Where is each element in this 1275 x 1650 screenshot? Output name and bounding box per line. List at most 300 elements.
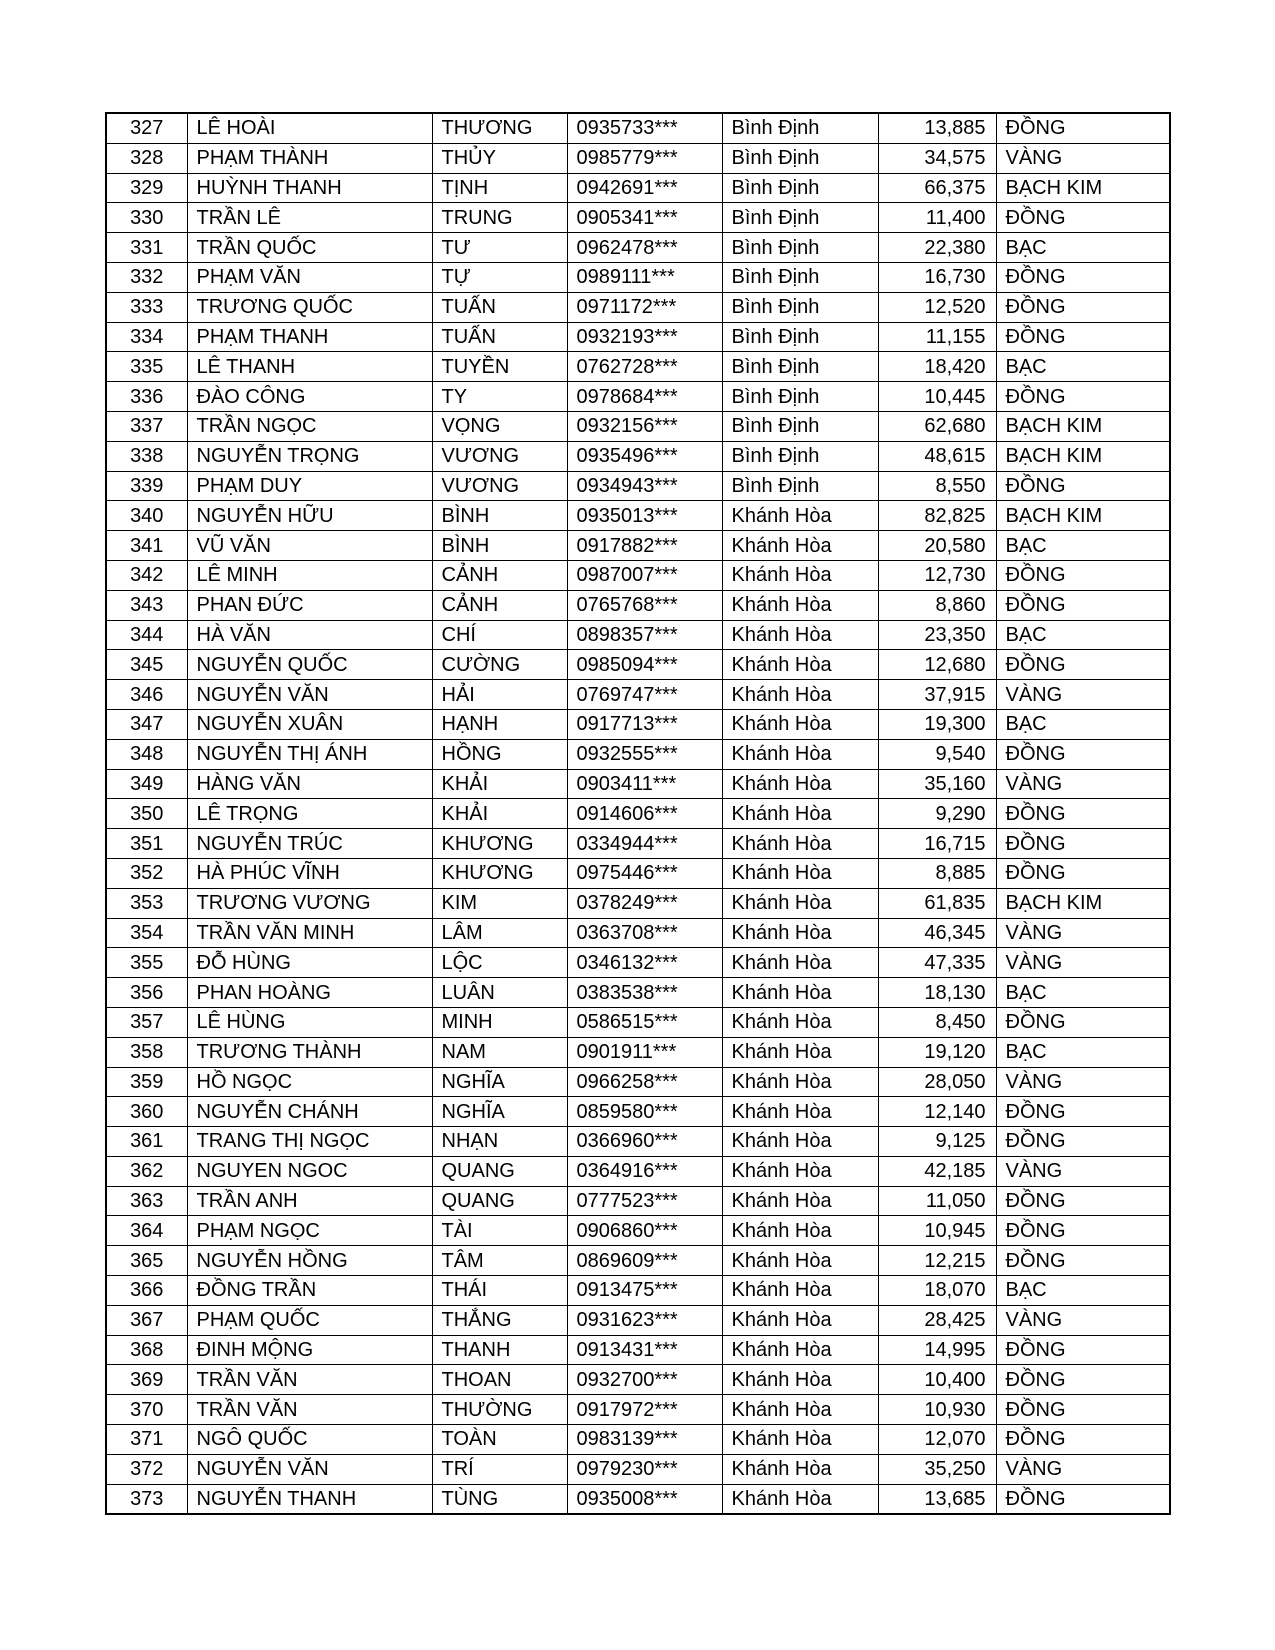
province-cell: Khánh Hòa <box>722 1216 878 1246</box>
family-middle-name-cell: PHẠM THANH <box>187 322 432 352</box>
given-name-cell: VƯƠNG <box>432 471 567 501</box>
row-number-cell: 341 <box>106 531 187 561</box>
table-row <box>106 1127 1170 1157</box>
family-middle-name-cell: NGUYỄN HỮU <box>187 501 432 531</box>
table-row <box>106 1216 1170 1246</box>
row-number-cell: 350 <box>106 799 187 829</box>
province-cell: Bình Định <box>722 322 878 352</box>
table-row <box>106 680 1170 710</box>
points-cell: 18,130 <box>878 978 996 1008</box>
phone-number-cell: 0901911*** <box>567 1037 722 1067</box>
phone-number-cell: 0987007*** <box>567 560 722 590</box>
membership-tier-cell: BẠCH KIM <box>996 501 1170 531</box>
family-middle-name-cell: VŨ VĂN <box>187 531 432 561</box>
row-number-cell: 351 <box>106 829 187 859</box>
membership-tier-cell: ĐỒNG <box>996 203 1170 233</box>
province-cell: Khánh Hòa <box>722 560 878 590</box>
phone-number-cell: 0979230*** <box>567 1454 722 1484</box>
table-row <box>106 948 1170 978</box>
province-cell: Khánh Hòa <box>722 829 878 859</box>
phone-number-cell: 0935733*** <box>567 113 722 143</box>
row-number-cell: 371 <box>106 1425 187 1455</box>
table-row <box>106 233 1170 263</box>
phone-number-cell: 0932555*** <box>567 739 722 769</box>
given-name-cell: MINH <box>432 1007 567 1037</box>
given-name-cell: THƯỜNG <box>432 1395 567 1425</box>
province-cell: Bình Định <box>722 471 878 501</box>
row-number-cell: 368 <box>106 1335 187 1365</box>
province-cell: Khánh Hòa <box>722 590 878 620</box>
membership-tier-cell: VÀNG <box>996 1454 1170 1484</box>
given-name-cell: LUÂN <box>432 978 567 1008</box>
given-name-cell: THANH <box>432 1335 567 1365</box>
province-cell: Khánh Hòa <box>722 888 878 918</box>
province-cell: Khánh Hòa <box>722 620 878 650</box>
phone-number-cell: 0932700*** <box>567 1365 722 1395</box>
province-cell: Bình Định <box>722 143 878 173</box>
given-name-cell: QUANG <box>432 1156 567 1186</box>
table-row <box>106 203 1170 233</box>
row-number-cell: 328 <box>106 143 187 173</box>
points-cell: 12,730 <box>878 560 996 590</box>
membership-tier-cell: VÀNG <box>996 1156 1170 1186</box>
row-number-cell: 338 <box>106 441 187 471</box>
family-middle-name-cell: TRƯƠNG THÀNH <box>187 1037 432 1067</box>
row-number-cell: 344 <box>106 620 187 650</box>
membership-tier-cell: ĐỒNG <box>996 262 1170 292</box>
table-body <box>106 113 1170 1514</box>
points-cell: 11,400 <box>878 203 996 233</box>
membership-tier-cell: ĐỒNG <box>996 560 1170 590</box>
family-middle-name-cell: TRẦN NGỌC <box>187 411 432 441</box>
membership-tier-cell: BẠC <box>996 978 1170 1008</box>
points-cell: 35,160 <box>878 769 996 799</box>
row-number-cell: 352 <box>106 858 187 888</box>
province-cell: Khánh Hòa <box>722 799 878 829</box>
family-middle-name-cell: TRƯƠNG VƯƠNG <box>187 888 432 918</box>
province-cell: Bình Định <box>722 233 878 263</box>
table-row <box>106 292 1170 322</box>
province-cell: Khánh Hòa <box>722 680 878 710</box>
phone-number-cell: 0932193*** <box>567 322 722 352</box>
given-name-cell: THẮNG <box>432 1305 567 1335</box>
family-middle-name-cell: NGUYỄN TRÚC <box>187 829 432 859</box>
points-cell: 10,945 <box>878 1216 996 1246</box>
family-middle-name-cell: ĐỒNG TRẦN <box>187 1276 432 1306</box>
phone-number-cell: 0962478*** <box>567 233 722 263</box>
points-cell: 16,730 <box>878 262 996 292</box>
given-name-cell: CƯỜNG <box>432 650 567 680</box>
table-row <box>106 858 1170 888</box>
row-number-cell: 331 <box>106 233 187 263</box>
given-name-cell: CHÍ <box>432 620 567 650</box>
row-number-cell: 370 <box>106 1395 187 1425</box>
row-number-cell: 366 <box>106 1276 187 1306</box>
row-number-cell: 335 <box>106 352 187 382</box>
family-middle-name-cell: NGUYỄN VĂN <box>187 1454 432 1484</box>
given-name-cell: BÌNH <box>432 531 567 561</box>
family-middle-name-cell: TRẦN QUỐC <box>187 233 432 263</box>
points-cell: 9,540 <box>878 739 996 769</box>
points-cell: 12,680 <box>878 650 996 680</box>
table-row <box>106 262 1170 292</box>
phone-number-cell: 0932156*** <box>567 411 722 441</box>
province-cell: Khánh Hòa <box>722 948 878 978</box>
given-name-cell: HẢI <box>432 680 567 710</box>
province-cell: Khánh Hòa <box>722 1156 878 1186</box>
family-middle-name-cell: TRẦN VĂN <box>187 1395 432 1425</box>
given-name-cell: TUẤN <box>432 292 567 322</box>
family-middle-name-cell: PHẠM NGỌC <box>187 1216 432 1246</box>
province-cell: Khánh Hòa <box>722 1484 878 1514</box>
phone-number-cell: 0363708*** <box>567 918 722 948</box>
phone-number-cell: 0769747*** <box>567 680 722 710</box>
membership-tier-cell: ĐỒNG <box>996 113 1170 143</box>
table-row <box>106 113 1170 143</box>
membership-tier-cell: VÀNG <box>996 1305 1170 1335</box>
table-row <box>106 1425 1170 1455</box>
points-cell: 12,520 <box>878 292 996 322</box>
family-middle-name-cell: PHẠM QUỐC <box>187 1305 432 1335</box>
membership-tier-cell: ĐỒNG <box>996 382 1170 412</box>
family-middle-name-cell: NGUYỄN THANH <box>187 1484 432 1514</box>
family-middle-name-cell: TRANG THỊ NGỌC <box>187 1127 432 1157</box>
phone-number-cell: 0914606*** <box>567 799 722 829</box>
phone-number-cell: 0869609*** <box>567 1246 722 1276</box>
membership-tier-cell: BẠC <box>996 531 1170 561</box>
row-number-cell: 353 <box>106 888 187 918</box>
row-number-cell: 356 <box>106 978 187 1008</box>
row-number-cell: 339 <box>106 471 187 501</box>
phone-number-cell: 0762728*** <box>567 352 722 382</box>
phone-number-cell: 0917882*** <box>567 531 722 561</box>
points-cell: 12,070 <box>878 1425 996 1455</box>
points-cell: 8,885 <box>878 858 996 888</box>
row-number-cell: 346 <box>106 680 187 710</box>
province-cell: Bình Định <box>722 352 878 382</box>
family-middle-name-cell: HÀNG VĂN <box>187 769 432 799</box>
phone-number-cell: 0985779*** <box>567 143 722 173</box>
table-row <box>106 799 1170 829</box>
family-middle-name-cell: HÀ PHÚC VĨNH <box>187 858 432 888</box>
membership-tier-cell: ĐỒNG <box>996 1335 1170 1365</box>
points-cell: 8,450 <box>878 1007 996 1037</box>
family-middle-name-cell: TRẦN ANH <box>187 1186 432 1216</box>
points-cell: 12,215 <box>878 1246 996 1276</box>
given-name-cell: HỒNG <box>432 739 567 769</box>
family-middle-name-cell: HUỲNH THANH <box>187 173 432 203</box>
membership-tier-cell: BẠCH KIM <box>996 411 1170 441</box>
points-cell: 35,250 <box>878 1454 996 1484</box>
given-name-cell: TÂM <box>432 1246 567 1276</box>
table-row <box>106 888 1170 918</box>
points-cell: 10,930 <box>878 1395 996 1425</box>
table-row <box>106 501 1170 531</box>
given-name-cell: THÁI <box>432 1276 567 1306</box>
table-row <box>106 382 1170 412</box>
phone-number-cell: 0931623*** <box>567 1305 722 1335</box>
family-middle-name-cell: NGUYỄN XUÂN <box>187 709 432 739</box>
phone-number-cell: 0898357*** <box>567 620 722 650</box>
given-name-cell: TỊNH <box>432 173 567 203</box>
table-row <box>106 1186 1170 1216</box>
table-row <box>106 411 1170 441</box>
membership-tier-cell: ĐỒNG <box>996 829 1170 859</box>
row-number-cell: 337 <box>106 411 187 441</box>
family-middle-name-cell: NGUYỄN CHÁNH <box>187 1097 432 1127</box>
family-middle-name-cell: PHAN HOÀNG <box>187 978 432 1008</box>
province-cell: Khánh Hòa <box>722 1454 878 1484</box>
row-number-cell: 372 <box>106 1454 187 1484</box>
membership-tier-cell: ĐỒNG <box>996 322 1170 352</box>
family-middle-name-cell: PHẠM THÀNH <box>187 143 432 173</box>
province-cell: Bình Định <box>722 382 878 412</box>
family-middle-name-cell: HỒ NGỌC <box>187 1067 432 1097</box>
row-number-cell: 333 <box>106 292 187 322</box>
row-number-cell: 354 <box>106 918 187 948</box>
membership-tier-cell: ĐỒNG <box>996 799 1170 829</box>
family-middle-name-cell: PHAN ĐỨC <box>187 590 432 620</box>
province-cell: Khánh Hòa <box>722 769 878 799</box>
family-middle-name-cell: LÊ MINH <box>187 560 432 590</box>
given-name-cell: THOAN <box>432 1365 567 1395</box>
membership-tier-cell: ĐỒNG <box>996 739 1170 769</box>
province-cell: Bình Định <box>722 113 878 143</box>
phone-number-cell: 0859580*** <box>567 1097 722 1127</box>
points-cell: 10,445 <box>878 382 996 412</box>
membership-tier-cell: VÀNG <box>996 680 1170 710</box>
table-row <box>106 1097 1170 1127</box>
province-cell: Khánh Hòa <box>722 1097 878 1127</box>
given-name-cell: LỘC <box>432 948 567 978</box>
table-row <box>106 352 1170 382</box>
membership-tier-cell: BẠCH KIM <box>996 441 1170 471</box>
row-number-cell: 358 <box>106 1037 187 1067</box>
membership-tier-cell: VÀNG <box>996 948 1170 978</box>
membership-tier-cell: ĐỒNG <box>996 650 1170 680</box>
phone-number-cell: 0985094*** <box>567 650 722 680</box>
row-number-cell: 336 <box>106 382 187 412</box>
phone-number-cell: 0905341*** <box>567 203 722 233</box>
table-row <box>106 1335 1170 1365</box>
membership-tier-cell: ĐỒNG <box>996 858 1170 888</box>
phone-number-cell: 0765768*** <box>567 590 722 620</box>
membership-tier-cell: ĐỒNG <box>996 471 1170 501</box>
membership-tier-cell: ĐỒNG <box>996 1186 1170 1216</box>
points-cell: 18,070 <box>878 1276 996 1306</box>
table-row <box>106 531 1170 561</box>
points-cell: 22,380 <box>878 233 996 263</box>
points-cell: 47,335 <box>878 948 996 978</box>
points-cell: 23,350 <box>878 620 996 650</box>
province-cell: Bình Định <box>722 173 878 203</box>
membership-tier-cell: ĐỒNG <box>996 1127 1170 1157</box>
row-number-cell: 364 <box>106 1216 187 1246</box>
table-row <box>106 1067 1170 1097</box>
table-row <box>106 590 1170 620</box>
family-middle-name-cell: PHẠM VĂN <box>187 262 432 292</box>
membership-tier-cell: ĐỒNG <box>996 1246 1170 1276</box>
row-number-cell: 362 <box>106 1156 187 1186</box>
membership-tier-cell: VÀNG <box>996 143 1170 173</box>
table-row <box>106 1246 1170 1276</box>
membership-tier-cell: VÀNG <box>996 769 1170 799</box>
province-cell: Khánh Hòa <box>722 1037 878 1067</box>
family-middle-name-cell: TRẦN VĂN MINH <box>187 918 432 948</box>
table-row <box>106 978 1170 1008</box>
membership-tier-cell: ĐỒNG <box>996 590 1170 620</box>
family-middle-name-cell: LÊ THANH <box>187 352 432 382</box>
row-number-cell: 327 <box>106 113 187 143</box>
row-number-cell: 329 <box>106 173 187 203</box>
points-cell: 62,680 <box>878 411 996 441</box>
phone-number-cell: 0777523*** <box>567 1186 722 1216</box>
phone-number-cell: 0334944*** <box>567 829 722 859</box>
given-name-cell: TY <box>432 382 567 412</box>
row-number-cell: 345 <box>106 650 187 680</box>
family-middle-name-cell: HÀ VĂN <box>187 620 432 650</box>
membership-tier-cell: VÀNG <box>996 1067 1170 1097</box>
points-cell: 18,420 <box>878 352 996 382</box>
phone-number-cell: 0971172*** <box>567 292 722 322</box>
row-number-cell: 332 <box>106 262 187 292</box>
table-row <box>106 620 1170 650</box>
phone-number-cell: 0917972*** <box>567 1395 722 1425</box>
phone-number-cell: 0378249*** <box>567 888 722 918</box>
given-name-cell: THỦY <box>432 143 567 173</box>
points-cell: 13,885 <box>878 113 996 143</box>
membership-tier-cell: BẠC <box>996 352 1170 382</box>
row-number-cell: 330 <box>106 203 187 233</box>
table-row <box>106 739 1170 769</box>
family-middle-name-cell: NGUYỄN QUỐC <box>187 650 432 680</box>
table-row <box>106 650 1170 680</box>
row-number-cell: 369 <box>106 1365 187 1395</box>
points-cell: 16,715 <box>878 829 996 859</box>
membership-tier-cell: ĐỒNG <box>996 1007 1170 1037</box>
membership-tier-cell: ĐỒNG <box>996 1425 1170 1455</box>
table-row <box>106 1276 1170 1306</box>
family-middle-name-cell: NGUYỄN TRỌNG <box>187 441 432 471</box>
points-cell: 19,300 <box>878 709 996 739</box>
row-number-cell: 361 <box>106 1127 187 1157</box>
points-cell: 28,425 <box>878 1305 996 1335</box>
province-cell: Bình Định <box>722 292 878 322</box>
phone-number-cell: 0935008*** <box>567 1484 722 1514</box>
family-middle-name-cell: LÊ HOÀI <box>187 113 432 143</box>
table-row <box>106 1484 1170 1514</box>
given-name-cell: TÀI <box>432 1216 567 1246</box>
family-middle-name-cell: NGUYEN NGOC <box>187 1156 432 1186</box>
points-cell: 20,580 <box>878 531 996 561</box>
points-cell: 48,615 <box>878 441 996 471</box>
given-name-cell: CẢNH <box>432 590 567 620</box>
membership-tier-cell: ĐỒNG <box>996 1216 1170 1246</box>
membership-tier-cell: BẠC <box>996 1276 1170 1306</box>
family-middle-name-cell: ĐINH MỘNG <box>187 1335 432 1365</box>
points-cell: 8,550 <box>878 471 996 501</box>
table-row <box>106 441 1170 471</box>
points-cell: 37,915 <box>878 680 996 710</box>
row-number-cell: 334 <box>106 322 187 352</box>
points-cell: 10,400 <box>878 1365 996 1395</box>
points-cell: 12,140 <box>878 1097 996 1127</box>
family-middle-name-cell: NGÔ QUỐC <box>187 1425 432 1455</box>
row-number-cell: 348 <box>106 739 187 769</box>
member-table <box>105 112 1171 1515</box>
given-name-cell: TƯ <box>432 233 567 263</box>
membership-tier-cell: ĐỒNG <box>996 1395 1170 1425</box>
points-cell: 14,995 <box>878 1335 996 1365</box>
given-name-cell: THƯƠNG <box>432 113 567 143</box>
given-name-cell: LÂM <box>432 918 567 948</box>
province-cell: Bình Định <box>722 203 878 233</box>
membership-tier-cell: VÀNG <box>996 918 1170 948</box>
table-row <box>106 1007 1170 1037</box>
points-cell: 82,825 <box>878 501 996 531</box>
points-cell: 46,345 <box>878 918 996 948</box>
phone-number-cell: 0906860*** <box>567 1216 722 1246</box>
membership-tier-cell: ĐỒNG <box>996 1365 1170 1395</box>
family-middle-name-cell: PHẠM DUY <box>187 471 432 501</box>
table-row <box>106 769 1170 799</box>
phone-number-cell: 0366960*** <box>567 1127 722 1157</box>
phone-number-cell: 0935496*** <box>567 441 722 471</box>
province-cell: Khánh Hòa <box>722 739 878 769</box>
table-row <box>106 560 1170 590</box>
given-name-cell: TRUNG <box>432 203 567 233</box>
phone-number-cell: 0364916*** <box>567 1156 722 1186</box>
points-cell: 8,860 <box>878 590 996 620</box>
row-number-cell: 347 <box>106 709 187 739</box>
province-cell: Khánh Hòa <box>722 1425 878 1455</box>
table-row <box>106 1395 1170 1425</box>
phone-number-cell: 0975446*** <box>567 858 722 888</box>
table-row <box>106 1037 1170 1067</box>
family-middle-name-cell: TRẦN VĂN <box>187 1365 432 1395</box>
given-name-cell: NGHĨA <box>432 1097 567 1127</box>
points-cell: 61,835 <box>878 888 996 918</box>
points-cell: 42,185 <box>878 1156 996 1186</box>
province-cell: Khánh Hòa <box>722 1395 878 1425</box>
membership-tier-cell: ĐỒNG <box>996 1484 1170 1514</box>
phone-number-cell: 0913431*** <box>567 1335 722 1365</box>
row-number-cell: 373 <box>106 1484 187 1514</box>
given-name-cell: TÙNG <box>432 1484 567 1514</box>
points-cell: 13,685 <box>878 1484 996 1514</box>
phone-number-cell: 0935013*** <box>567 501 722 531</box>
row-number-cell: 365 <box>106 1246 187 1276</box>
membership-tier-cell: ĐỒNG <box>996 1097 1170 1127</box>
family-middle-name-cell: NGUYỄN HỒNG <box>187 1246 432 1276</box>
phone-number-cell: 0383538*** <box>567 978 722 1008</box>
row-number-cell: 355 <box>106 948 187 978</box>
phone-number-cell: 0978684*** <box>567 382 722 412</box>
row-number-cell: 357 <box>106 1007 187 1037</box>
province-cell: Khánh Hòa <box>722 531 878 561</box>
membership-tier-cell: BẠC <box>996 1037 1170 1067</box>
province-cell: Khánh Hòa <box>722 1067 878 1097</box>
phone-number-cell: 0913475*** <box>567 1276 722 1306</box>
province-cell: Khánh Hòa <box>722 918 878 948</box>
phone-number-cell: 0983139*** <box>567 1425 722 1455</box>
given-name-cell: KHƯƠNG <box>432 829 567 859</box>
family-middle-name-cell: TRẦN LÊ <box>187 203 432 233</box>
given-name-cell: VỌNG <box>432 411 567 441</box>
phone-number-cell: 0346132*** <box>567 948 722 978</box>
given-name-cell: TUẤN <box>432 322 567 352</box>
table-row <box>106 918 1170 948</box>
